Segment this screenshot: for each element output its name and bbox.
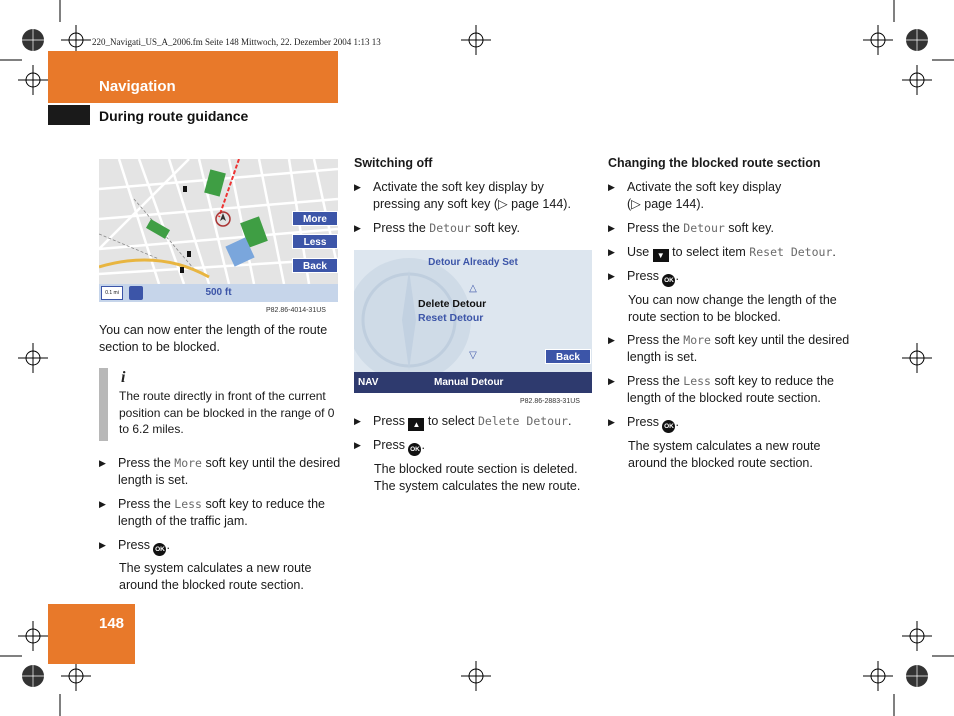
more-key: More bbox=[174, 456, 202, 470]
nav-title: Manual Detour bbox=[434, 377, 504, 388]
menu-item-delete-detour[interactable]: Delete Detour bbox=[418, 298, 487, 310]
screen-nav-bar bbox=[354, 372, 592, 393]
col1-result: The system calculates a new route around the blocked route section. bbox=[119, 561, 312, 592]
less-key: Less bbox=[174, 497, 202, 511]
section-header-bar bbox=[48, 51, 338, 103]
bullet-icon: ▶ bbox=[99, 458, 106, 468]
changing-heading: Changing the blocked route section bbox=[608, 156, 821, 170]
map-status-bar bbox=[99, 284, 338, 302]
bullet-icon: ▶ bbox=[608, 247, 615, 257]
detour-key: Detour bbox=[429, 221, 471, 235]
scroll-up-icon[interactable]: △ bbox=[469, 283, 477, 294]
reset-detour-key: Reset Detour bbox=[749, 245, 833, 259]
distance-label: 500 ft bbox=[205, 287, 232, 298]
scroll-down-icon[interactable]: ▽ bbox=[469, 350, 477, 361]
map-caption: P82.86-4014-31US bbox=[266, 307, 326, 314]
bullet-icon: ▶ bbox=[354, 416, 361, 426]
down-arrow-key-icon: ▼ bbox=[653, 249, 669, 262]
nav-label: NAV bbox=[358, 377, 379, 388]
back-softkey[interactable]: Back bbox=[545, 349, 591, 364]
ok-button-icon: OK bbox=[662, 274, 675, 287]
less-softkey[interactable]: Less bbox=[292, 234, 338, 249]
section-title: Navigation bbox=[99, 78, 176, 95]
screen-caption: P82.86-2883-31US bbox=[520, 398, 580, 405]
info-text: The route directly in front of the current position can be blocked in the range of 0 to 6.2 miles. bbox=[119, 389, 335, 436]
col2-result: The blocked route section is deleted. The system calculates the new route. bbox=[374, 462, 581, 493]
less-key: Less bbox=[683, 374, 711, 388]
info-stripe bbox=[99, 368, 108, 441]
bullet-icon: ▶ bbox=[354, 440, 361, 450]
bullet-icon: ▶ bbox=[354, 182, 361, 192]
bullet-icon: ▶ bbox=[608, 335, 615, 345]
page-number: 148 bbox=[99, 615, 125, 632]
switching-off-heading: Switching off bbox=[354, 156, 433, 170]
more-key: More bbox=[683, 333, 711, 347]
file-info: 220_Navigati_US_A_2006.fm Seite 148 Mittwoch, 22. Dezember 2004 1:13 13 bbox=[92, 37, 381, 47]
subsection-tab bbox=[48, 105, 90, 125]
col3-result: The system calculates a new route around the blocked route section. bbox=[628, 439, 821, 470]
bullet-icon: ▶ bbox=[608, 271, 615, 281]
up-arrow-key-icon: ▲ bbox=[408, 418, 424, 431]
info-note bbox=[99, 368, 339, 441]
bullet-icon: ▶ bbox=[354, 223, 361, 233]
detour-key: Detour bbox=[683, 221, 725, 235]
col1-intro: You can now enter the length of the route section to be blocked. bbox=[99, 323, 328, 354]
menu-item-reset-detour[interactable]: Reset Detour bbox=[418, 312, 484, 324]
delete-detour-key: Delete Detour bbox=[477, 414, 568, 428]
back-softkey[interactable]: Back bbox=[292, 258, 338, 273]
col3-note: You can now change the length of the route section to be blocked. bbox=[628, 293, 837, 324]
map-screenshot bbox=[99, 159, 338, 302]
detour-screen bbox=[354, 250, 592, 393]
bullet-icon: ▶ bbox=[99, 499, 106, 509]
ok-button-icon: OK bbox=[153, 543, 166, 556]
bullet-icon: ▶ bbox=[99, 540, 106, 550]
scale-indicator: 0.1 mi bbox=[101, 286, 123, 300]
ok-button-icon: OK bbox=[408, 443, 421, 456]
ok-button-icon: OK bbox=[662, 420, 675, 433]
info-icon: i bbox=[121, 369, 126, 386]
screen-title: Detour Already Set bbox=[428, 257, 518, 268]
bullet-icon: ▶ bbox=[608, 223, 615, 233]
bullet-icon: ▶ bbox=[608, 182, 615, 192]
subsection-title: During route guidance bbox=[99, 108, 249, 124]
map-streets bbox=[99, 159, 338, 302]
bullet-icon: ▶ bbox=[608, 376, 615, 386]
more-softkey[interactable]: More bbox=[292, 211, 338, 226]
bullet-icon: ▶ bbox=[608, 417, 615, 427]
page-number-box bbox=[48, 604, 135, 664]
